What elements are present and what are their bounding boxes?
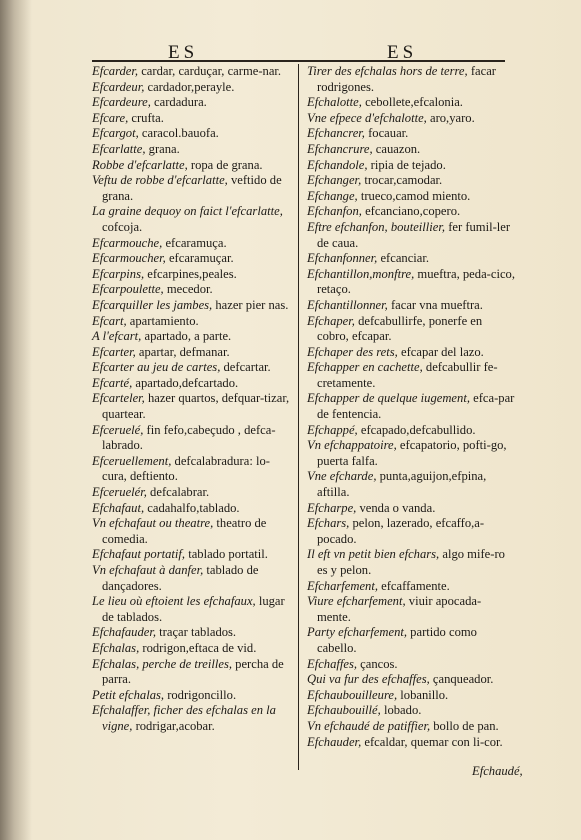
entry-translation: tablado de dançadores. — [102, 563, 259, 593]
dictionary-entry — [307, 625, 515, 656]
entry-translation: trueco,camod miento. — [357, 188, 471, 203]
entry-headword: Vne efcharde, — [307, 469, 377, 484]
entry-headword: Efcharfement, — [307, 578, 378, 593]
dictionary-entry — [92, 314, 292, 330]
entry-translation: rodrigoncillo. — [164, 687, 237, 702]
entry-translation: efca-par de fentencia. — [317, 391, 515, 422]
dictionary-entry — [307, 469, 515, 500]
dictionary-entry — [307, 314, 515, 345]
dictionary-entry — [92, 345, 292, 361]
entry-translation: aro,yaro. — [426, 110, 475, 125]
entry-headword: Eftre efchanfon, bouteillier, — [307, 219, 446, 234]
dictionary-entry — [92, 158, 292, 174]
entry-translation: lugar de tablados. — [102, 594, 285, 624]
dictionary-entry — [92, 142, 292, 158]
dictionary-entry — [92, 594, 292, 625]
dictionary-entry — [92, 657, 292, 688]
dictionary-entry — [307, 579, 515, 595]
entry-translation: fin fefo,cabeçudo , defca-labrado. — [102, 422, 276, 453]
entry-translation: defcabullir fe-cretamente. — [317, 360, 498, 390]
entry-headword: Efchaubouilleure, — [307, 687, 398, 702]
entry-headword: Efcarlatte, — [92, 141, 146, 156]
entry-headword: Viure efcharfement, — [307, 594, 406, 609]
entry-translation: algo mife-ro es y pelon. — [317, 547, 505, 577]
dictionary-entry — [307, 360, 515, 391]
entry-translation: bollo de pan. — [430, 718, 499, 733]
entry-translation: cardadura. — [150, 95, 207, 110]
dictionary-entry — [92, 563, 292, 594]
dictionary-entry — [307, 158, 515, 174]
entry-headword: Efchafauder, — [92, 625, 157, 640]
entry-translation: tablado portatil. — [185, 547, 268, 562]
entry-translation: çancos. — [357, 656, 398, 671]
dictionary-entry — [307, 438, 515, 469]
dictionary-entry — [92, 267, 292, 283]
entry-headword: Efceruellement, — [92, 453, 172, 468]
entry-headword: Efcarter, — [92, 344, 136, 359]
entry-headword: Efcarteler, — [92, 391, 145, 406]
entry-translation: çanqueador. — [429, 672, 494, 687]
entry-headword: Efchaper des rets, — [307, 344, 398, 359]
entry-headword: Efcarté, — [92, 375, 133, 390]
entry-headword: Petit efchalas, — [92, 687, 165, 702]
entry-translation: mecedor. — [163, 282, 213, 297]
entry-headword: Efcharpe, — [307, 500, 357, 515]
dictionary-entry — [92, 501, 292, 517]
entry-translation: focauar. — [364, 126, 409, 141]
entry-headword: Vn efchafaut ou theatre, — [92, 516, 214, 531]
dictionary-entry — [307, 111, 515, 127]
dictionary-entry — [307, 345, 515, 361]
entry-translation: hazer quartos, defquar-tizar, quartear. — [102, 391, 290, 422]
dictionary-entry — [307, 391, 515, 422]
entry-headword: Efcargot, — [92, 126, 139, 141]
entry-headword: Efchafaut, — [92, 500, 145, 515]
entry-headword: Veftu de robbe d'efcarlatte, — [92, 173, 228, 188]
dictionary-entry — [92, 641, 292, 657]
entry-translation: efcaldar, quemar con li-cor. — [361, 734, 503, 749]
dictionary-entry — [307, 657, 515, 673]
dictionary-entry — [307, 672, 515, 688]
entry-translation: efcarpines,peales. — [144, 266, 237, 281]
entry-headword: Efcardeure, — [92, 95, 151, 110]
entry-translation: apartado, a parte. — [141, 329, 232, 344]
entry-translation: viuir apocada-mente. — [317, 594, 482, 624]
entry-headword: Efchafaut portatif, — [92, 547, 186, 562]
entry-headword: Party efcharfement, — [307, 625, 408, 640]
entry-translation: cauazon. — [372, 141, 421, 156]
entry-translation: efcaramuçar. — [165, 251, 234, 266]
entry-translation: traçar tablados. — [156, 625, 237, 640]
dictionary-entry — [307, 703, 515, 719]
entry-translation: defcartar. — [220, 360, 271, 375]
entry-translation: cardador,perayle. — [144, 79, 235, 94]
entry-translation: cofcoja. — [102, 219, 143, 234]
dictionary-entry — [307, 142, 515, 158]
dictionary-entry — [92, 485, 292, 501]
dictionary-entry — [92, 236, 292, 252]
dictionary-entry — [307, 719, 515, 735]
entry-headword: Efcart, — [92, 313, 127, 328]
entry-translation: apartado,defcartado. — [132, 375, 239, 390]
entry-headword: Efchanfonner, — [307, 251, 378, 266]
entry-translation: veftido de grana. — [102, 173, 282, 203]
entry-translation: caracol.bauofa. — [138, 126, 219, 141]
entry-headword: Efchapper de quelque iugement, — [307, 391, 470, 406]
dictionary-entry — [307, 251, 515, 267]
dictionary-entry — [92, 376, 292, 392]
entry-headword: Efceruelér, — [92, 485, 147, 500]
entry-headword: Efchars, — [307, 516, 350, 531]
entry-headword: Efcarmoucher, — [92, 251, 166, 266]
entry-headword: Efchanger, — [307, 173, 362, 188]
dictionary-entry — [92, 703, 292, 734]
entry-headword: Vne efpece d'efchalotte, — [307, 110, 427, 125]
dictionary-entry — [307, 189, 515, 205]
entry-translation: efcapar del lazo. — [397, 344, 484, 359]
entry-translation: rodrigon,eftaca de vid. — [139, 640, 257, 655]
dictionary-entry — [92, 298, 292, 314]
entry-translation: crufta. — [128, 110, 164, 125]
entry-headword: Efchapper en cachette, — [307, 360, 423, 375]
dictionary-entry — [307, 516, 515, 547]
running-head-right: ES — [387, 42, 418, 63]
dictionary-entry — [92, 329, 292, 345]
entry-headword: Efcarmouche, — [92, 235, 163, 250]
entry-translation: punta,aguijon,efpina, aftilla. — [317, 469, 487, 500]
dictionary-entry — [307, 220, 515, 251]
dictionary-entry — [92, 547, 292, 563]
running-head-left: ES — [168, 42, 199, 63]
entry-translation: defcalabradura: lo-cura, deftiento. — [102, 453, 270, 484]
entry-headword: Efchauder, — [307, 734, 362, 749]
dictionary-entry — [307, 423, 515, 439]
entry-headword: Efceruelé, — [92, 422, 144, 437]
entry-translation: hazer pier nas. — [212, 297, 289, 312]
entry-translation: efcapado,defcabullido. — [357, 422, 476, 437]
entry-translation: defcabullirfe, ponerfe en cobro, efcapar. — [317, 313, 483, 344]
dictionary-entry — [92, 454, 292, 485]
entry-translation: partido como cabello. — [317, 625, 477, 655]
entry-translation: facar vna mueftra. — [387, 297, 483, 312]
entry-headword: Efchalas, perche de treilles, — [92, 656, 233, 671]
dictionary-entry — [307, 173, 515, 189]
entry-headword: Efcarder, — [92, 64, 139, 78]
left-column — [92, 64, 292, 735]
entry-headword: Il eft vn petit bien efchars, — [307, 547, 440, 562]
dictionary-entry — [92, 688, 292, 704]
entry-translation: efcaramuça. — [162, 235, 227, 250]
dictionary-entry — [307, 688, 515, 704]
entry-headword: Efchantillon,monftre, — [307, 266, 415, 281]
entry-translation: cardar, carduçar, carme-nar. — [138, 64, 282, 78]
header-rule — [92, 60, 505, 62]
right-column — [307, 64, 515, 750]
entry-headword: Le lieu où eftoient les efchafaux, — [92, 594, 256, 609]
entry-translation: grana. — [145, 141, 180, 156]
dictionary-entry — [92, 204, 292, 235]
dictionary-entry — [92, 391, 292, 422]
dictionary-entry — [307, 501, 515, 517]
dictionary-entry — [92, 173, 292, 204]
entry-headword: Vn efchafaut à danfer, — [92, 563, 204, 577]
entry-translation: mueftra, peda-cico, retaço. — [317, 266, 515, 297]
catchword: Efchaudé, — [472, 764, 523, 778]
dictionary-entry — [92, 282, 292, 298]
entry-headword: Efchaper, — [307, 313, 355, 328]
entry-translation: defcalabrar. — [146, 485, 210, 500]
entry-headword: Vn efchappatoire, — [307, 438, 397, 453]
spine-shadow — [0, 0, 32, 840]
dictionary-entry — [92, 625, 292, 641]
dictionary-entry — [307, 547, 515, 578]
dictionary-entry — [307, 735, 515, 751]
dictionary-entry — [92, 423, 292, 454]
entry-translation: theatro de comedia. — [102, 516, 267, 546]
entry-translation: cebollete,efcalonia. — [361, 95, 463, 110]
entry-translation: percha de parra. — [102, 656, 284, 687]
entry-headword: Efchange, — [307, 188, 358, 203]
entry-headword: La graine dequoy on faict l'efcarlatte, — [92, 204, 283, 219]
entry-headword: Efchancrer, — [307, 126, 365, 141]
dictionary-entry — [307, 95, 515, 111]
entry-translation: efcanciar. — [377, 251, 430, 266]
dictionary-entry — [307, 594, 515, 625]
entry-translation: rodrigar,acobar. — [132, 718, 215, 733]
entry-headword: Efchaubouillé, — [307, 703, 381, 718]
entry-translation: lobado. — [380, 703, 422, 718]
entry-headword: Efchalotte, — [307, 95, 362, 110]
dictionary-entry — [92, 251, 292, 267]
entry-translation: pelon, lazerado, efcaffo,a-pocado. — [317, 516, 485, 546]
dictionary-entry — [92, 126, 292, 142]
entry-headword: Efchandole, — [307, 157, 368, 172]
entry-headword: Efchanfon, — [307, 204, 362, 219]
dictionary-entry — [92, 516, 292, 547]
entry-translation: trocar,camodar. — [361, 173, 443, 188]
entry-headword: Tirer des efchalas hors de terre, — [307, 64, 468, 78]
entry-headword: Efcare, — [92, 110, 129, 125]
entry-headword: Efcarquiller les jambes, — [92, 297, 213, 312]
entry-headword: Efchantillonner, — [307, 297, 388, 312]
dictionary-entry — [92, 111, 292, 127]
dictionary-entry — [92, 64, 292, 80]
entry-headword: Robbe d'efcarlatte, — [92, 157, 188, 172]
dictionary-entry — [307, 298, 515, 314]
entry-translation: efcaffamente. — [378, 578, 450, 593]
entry-translation: apartar, defmanar. — [135, 344, 230, 359]
dictionary-entry — [307, 126, 515, 142]
entry-headword: Vn efchaudé de patiffier, — [307, 718, 431, 733]
entry-headword: Qui va fur des efchaffes, — [307, 672, 430, 687]
dictionary-entry — [307, 204, 515, 220]
entry-translation: ripia de tejado. — [367, 157, 446, 172]
entry-translation: ropa de grana. — [187, 157, 263, 172]
entry-headword: Efchancrure, — [307, 141, 373, 156]
column-divider — [298, 64, 299, 770]
entry-headword: Efcardeur, — [92, 79, 145, 94]
entry-headword: Efcarpoulette, — [92, 282, 164, 297]
dictionary-entry — [92, 80, 292, 96]
entry-translation: fer fumil-ler de caua. — [317, 219, 511, 250]
dictionary-entry — [92, 95, 292, 111]
entry-headword: Efchaffes, — [307, 656, 358, 671]
entry-translation: venda o vanda. — [356, 500, 436, 515]
entry-headword: Efchalas, — [92, 640, 140, 655]
entry-translation: apartamiento. — [126, 313, 199, 328]
entry-headword: Efchalaffer, ficher des efchalas en la vigne, — [92, 703, 276, 733]
entry-translation: facar rodrigones. — [317, 64, 496, 94]
dictionary-entry — [307, 267, 515, 298]
entry-headword: Efcarter au jeu de cartes, — [92, 360, 221, 375]
dictionary-entry — [92, 360, 292, 376]
entry-translation: efcanciano,copero. — [361, 204, 461, 219]
dictionary-entry — [307, 64, 515, 95]
entry-headword: Efcarpins, — [92, 266, 145, 281]
entry-translation: cadahalfo,tablado. — [144, 500, 240, 515]
entry-translation: efcapatorio, pofti-go, puerta falfa. — [317, 438, 507, 468]
entry-headword: A l'efcart, — [92, 329, 142, 344]
entry-translation: lobanillo. — [397, 687, 449, 702]
entry-headword: Efchappé, — [307, 422, 358, 437]
